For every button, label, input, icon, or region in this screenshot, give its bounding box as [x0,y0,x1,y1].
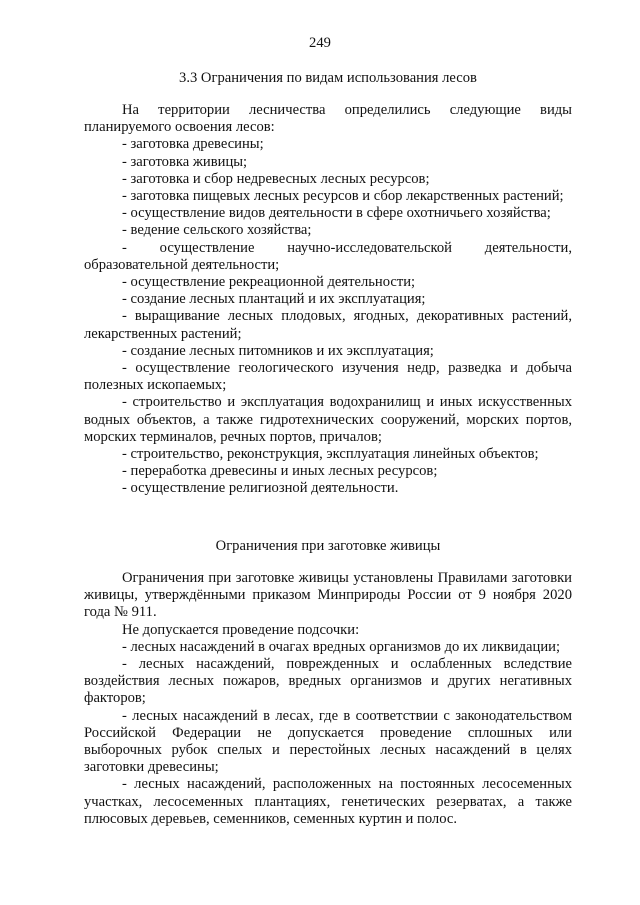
list-item: - выращивание лесных плодовых, ягодных, декоративных растений, лекарственных растений; [84,308,572,342]
list-item: - осуществление геологического изучения недр, разведка и добыча полезных ископаемых; [84,360,572,394]
page-number: 249 [309,35,331,51]
subsection-title: Ограничения при заготовке живицы [215,538,441,554]
paragraph: Ограничения при заготовке живицы установлены Правилами заготовки живицы, утверждёнными приказом Минприроды России от 9 ноября 2020 года № 911. [84,570,572,621]
subsection-body [84,570,572,828]
list-item: - осуществление религиозной деятельности. [122,480,399,497]
list-item: - заготовка древесины; [122,136,264,153]
list-item: - осуществление рекреационной деятельности; [122,274,416,291]
list-item: - лесных насаждений в лесах, где в соответствии с законодательством Российской Федерации не допускается проведение сплошных или выборочных рубок спелых и перестойных лесных насаждений в целях заготовки древесины; [84,707,572,776]
list-item: - осуществление научно-исследовательской деятельности, образовательной деятельности; [84,239,572,273]
list-item: - переработка древесины и иных лесных ресурсов; [122,463,438,480]
paragraph: На территории лесничества определились следующие виды планируемого освоения лесов: [84,102,572,136]
list-item: - создание лесных питомников и их эксплуатация; [122,342,434,359]
list-item: - заготовка и сбор недревесных лесных ресурсов; [122,170,430,187]
section-body [84,102,572,498]
list-item: - лесных насаждений в очагах вредных организмов до их ликвидации; [122,638,560,655]
list-item: - строительство и эксплуатация водохранилищ и иных искусственных водных объектов, а также гидротехнических сооружений, морских портов, морских терминалов, речных портов, причалов; [84,394,572,445]
section-title: 3.3 Ограничения по видам использования лесов [179,70,477,86]
list-item: - заготовка пищевых лесных ресурсов и сбор лекарственных растений; [122,188,564,205]
list-item: - лесных насаждений, расположенных на постоянных лесосеменных участках, лесосеменных плантациях, генетических резерватах, а также плюсовых деревьев, семенников, семенных куртин и полос. [84,776,572,827]
list-item: - осуществление видов деятельности в сфере охотничьего хозяйства; [122,205,551,222]
list-item: - создание лесных плантаций и их эксплуатация; [122,291,426,308]
list-item: - строительство, реконструкция, эксплуатация линейных объектов; [122,446,539,463]
list-item: - заготовка живицы; [122,153,248,170]
paragraph: Не допускается проведение подсочки: [122,621,360,638]
list-item: - ведение сельского хозяйства; [122,222,312,239]
list-item: - лесных насаждений, поврежденных и ослабленных вследствие воздействия лесных пожаров, вредных организмов и других негативных факторов; [84,656,572,707]
